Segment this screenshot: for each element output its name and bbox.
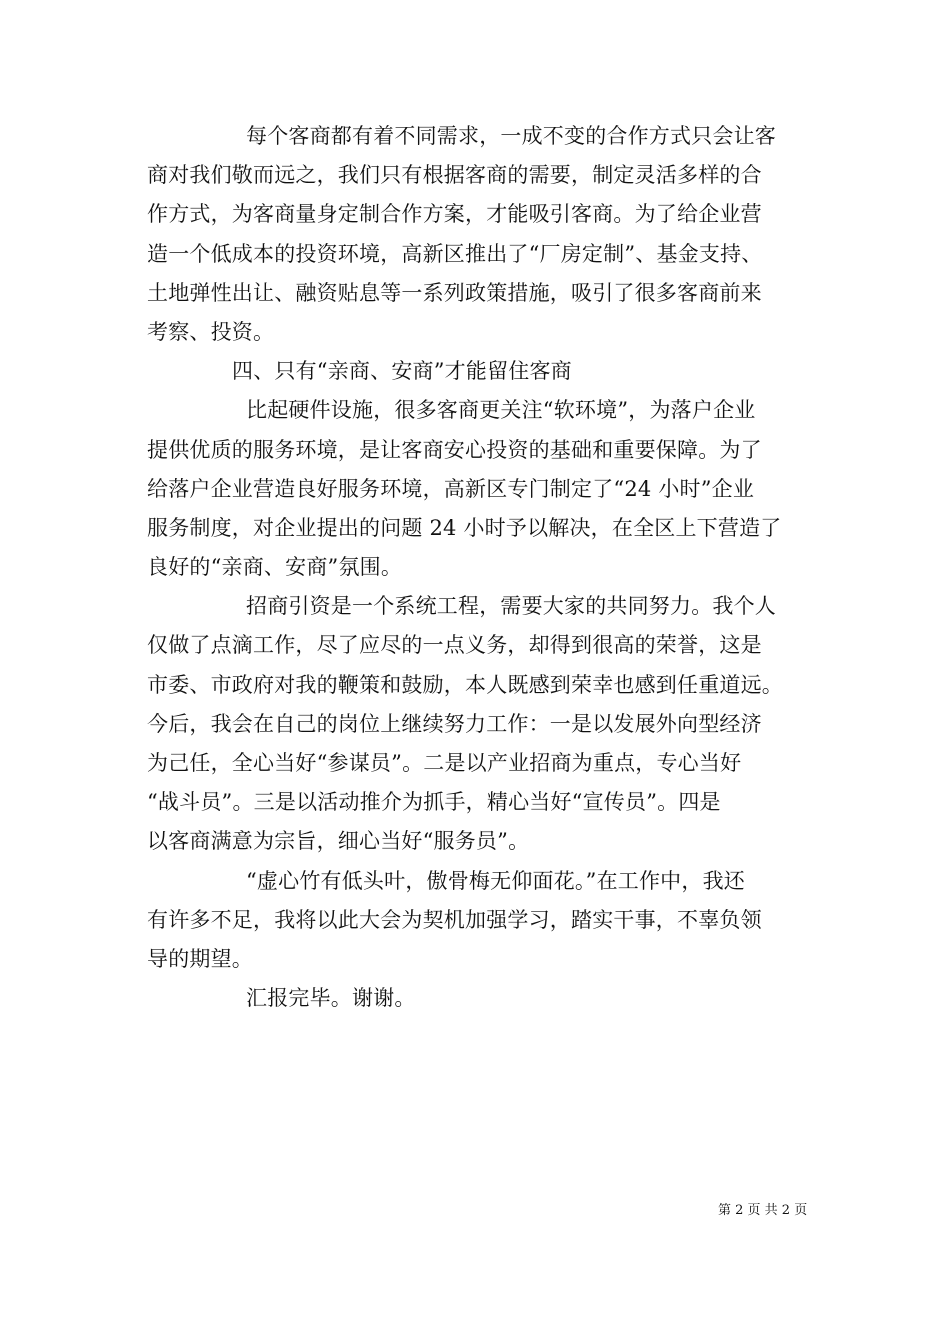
paragraph-line: 有许多不足，我将以此大会为契机加强学习，踏实干事，不辜负领	[147, 907, 762, 932]
paragraph-line: 土地弹性出让、融资贴息等一系列政策措施，吸引了很多客商前来	[147, 280, 762, 305]
paragraph-line: 作方式，为客商量身定制合作方案，才能吸引客商。为了给企业营	[147, 202, 762, 227]
paragraph-line: 考察、投资。	[147, 319, 275, 344]
paragraph-line: 比起硬件设施，很多客商更关注“软环境”，为落户企业	[246, 398, 756, 423]
closing-line: 汇报完毕。谢谢。	[246, 986, 416, 1011]
page-footer: 第 2 页 共 2 页	[718, 1203, 808, 1218]
paragraph-line: 为己任，全心当好“参谋员”。二是以产业招商为重点，专心当好	[147, 751, 742, 775]
paragraph-line: 良好的“亲商、安商”氛围。	[147, 555, 403, 580]
paragraph-line: 今后，我会在自己的岗位上继续努力工作：一是以发展外向型经济	[147, 711, 762, 736]
paragraph-line: 仅做了点滴工作，尽了应尽的一点义务，却得到很高的荣誉，这是	[147, 633, 762, 658]
paragraph-line: 商对我们敬而远之，我们只有根据客商的需要，制定灵活多样的合	[147, 163, 762, 188]
paragraph-line: 造一个低成本的投资环境，高新区推出了“厂房定制”、基金支持、	[147, 241, 763, 266]
paragraph-line: “战斗员”。三是以活动推介为抓手，精心当好“宣传员”。四是	[147, 790, 721, 815]
section-heading: 四、只有“亲商、安商”才能留住客商	[232, 359, 572, 384]
paragraph-line: “虚心竹有低头叶，傲骨梅无仰面花。”在工作中，我还	[246, 868, 745, 893]
paragraph-line: 服务制度，对企业提出的问题 24 小时予以解决，在全区上下营造了	[147, 515, 782, 540]
paragraph-line: 招商引资是一个系统工程，需要大家的共同努力。我个人	[246, 594, 776, 619]
paragraph-line: 以客商满意为宗旨，细心当好“服务员”。	[147, 829, 530, 854]
paragraph-line: 给落户企业营造良好服务环境，高新区专门制定了“24 小时”企业	[147, 476, 755, 501]
paragraph-line: 导的期望。	[147, 946, 253, 971]
paragraph-line: 每个客商都有着不同需求，一成不变的合作方式只会让客	[246, 124, 776, 148]
paragraph-line: 提供优质的服务环境，是让客商安心投资的基础和重要保障。为了	[147, 437, 762, 462]
document-body	[147, 117, 803, 1018]
paragraph-line: 市委、市政府对我的鞭策和鼓励，本人既感到荣幸也感到任重道远。	[147, 672, 783, 697]
